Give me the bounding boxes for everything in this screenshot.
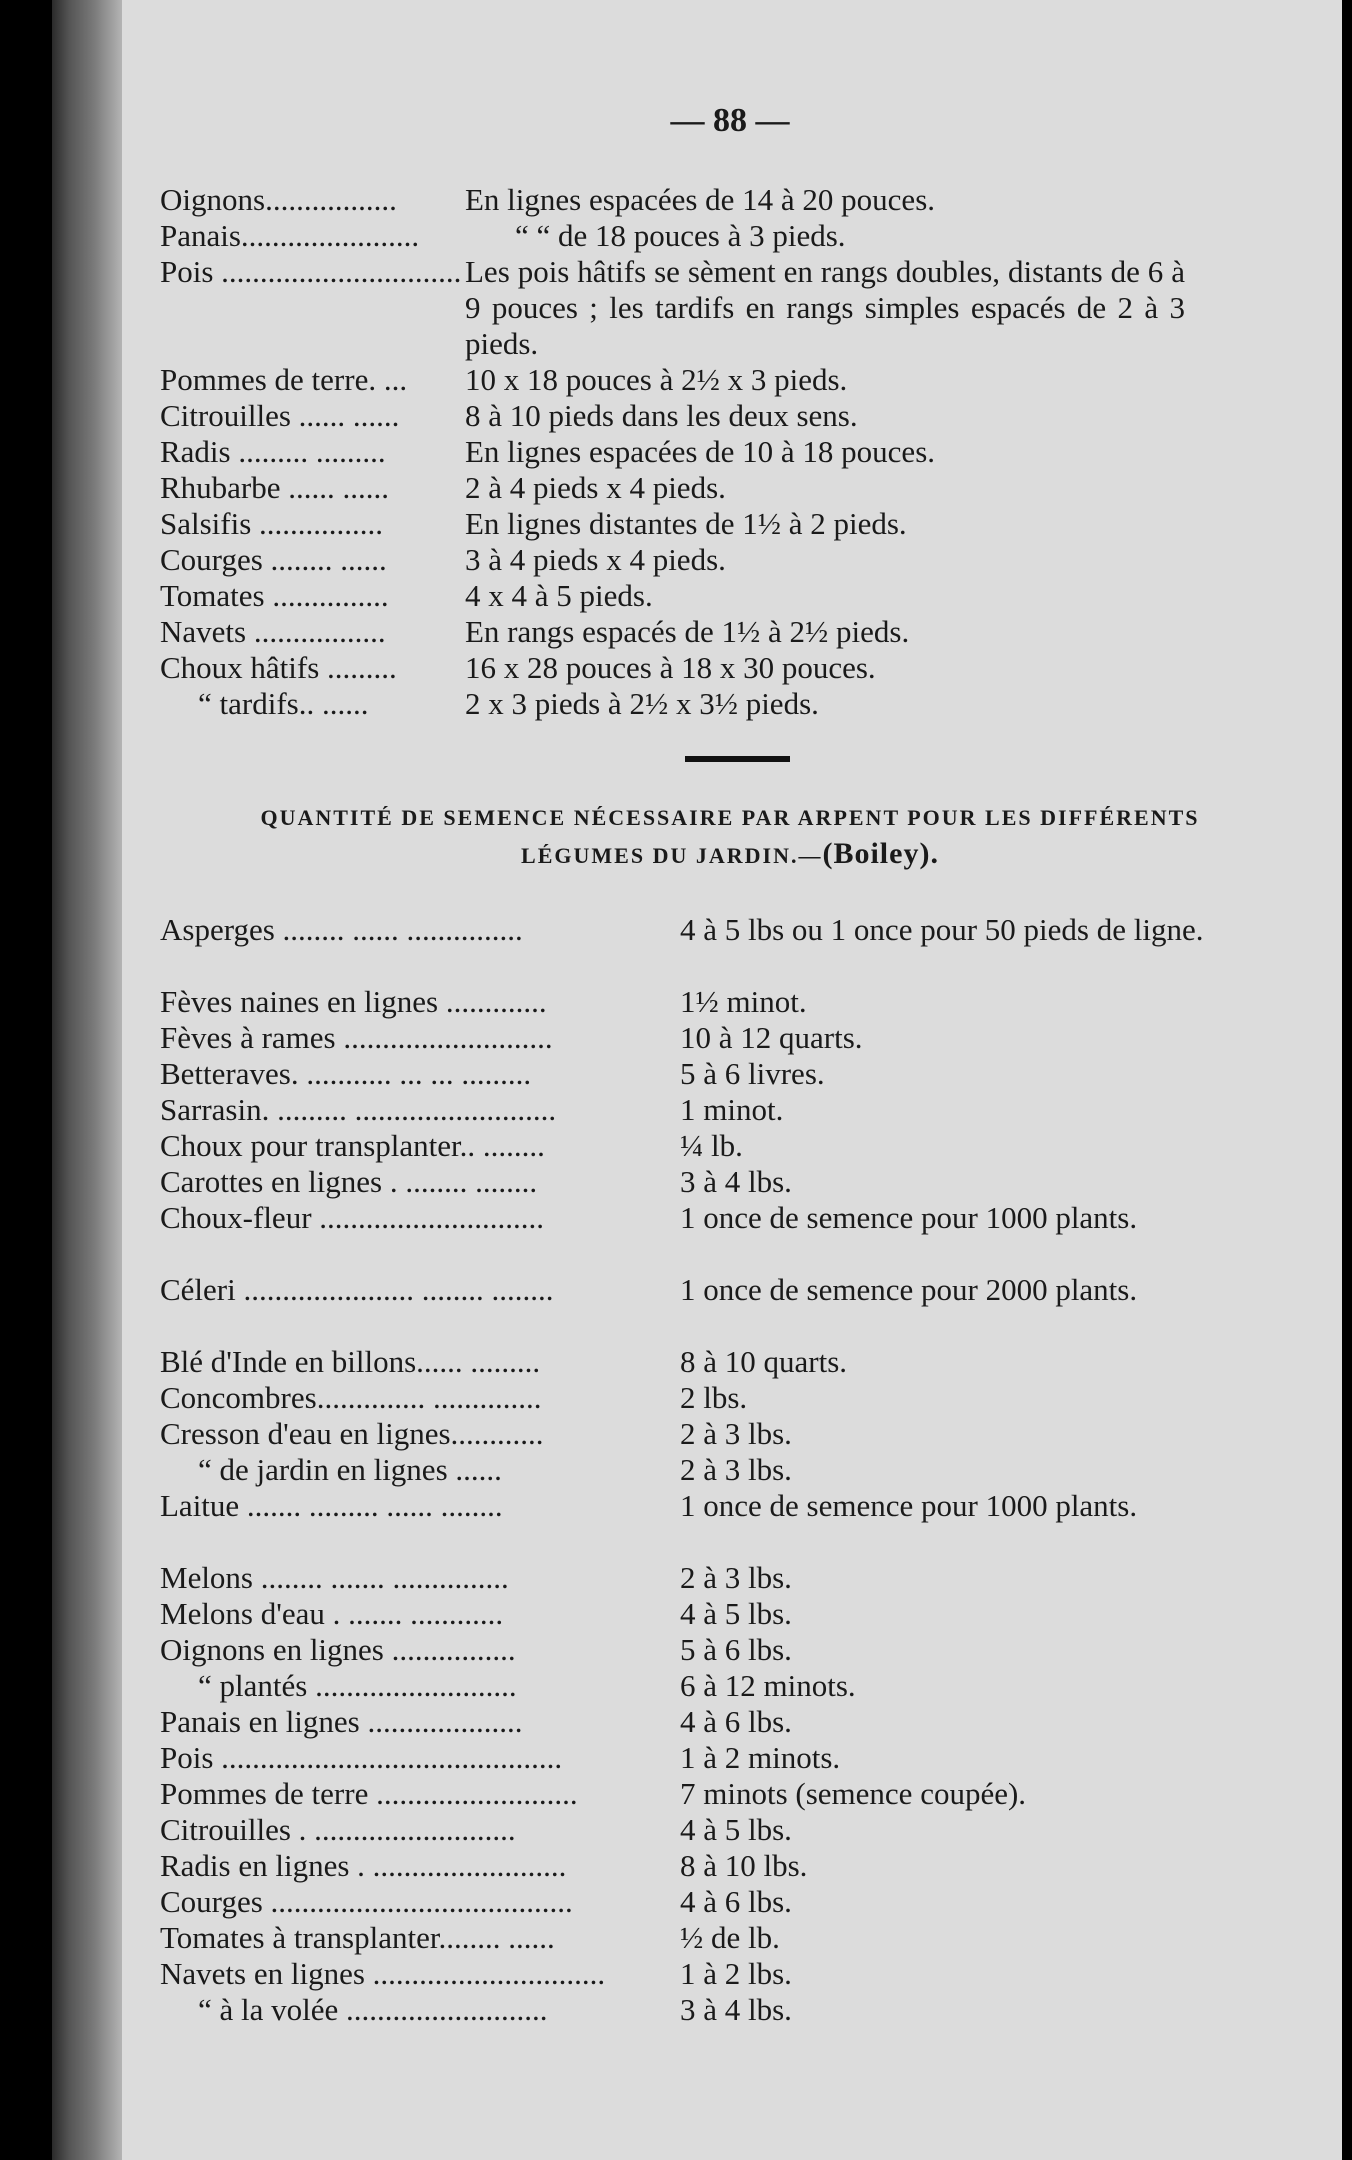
- spacing-label: Radis ......... .........: [160, 434, 386, 469]
- seed-label: Pois ............................................: [160, 1740, 563, 1775]
- page-number: — 88 —: [670, 102, 790, 139]
- spacing-label: Salsifis ................: [160, 506, 384, 541]
- seed-label: Choux pour transplanter.. ........: [160, 1128, 545, 1163]
- seed-label: Melons ........ ....... ...............: [160, 1560, 509, 1595]
- spacing-label: Courges ........ ......: [160, 542, 387, 577]
- spacing-label: Citrouilles ...... ......: [160, 398, 400, 433]
- seed-label: Concombres.............. ..............: [160, 1380, 542, 1415]
- seed-value: ¼ lb.: [680, 1128, 743, 1163]
- seed-value: 1 once de semence pour 1000 plants.: [680, 1200, 1138, 1235]
- seed-value: 1 à 2 lbs.: [680, 1956, 792, 1991]
- seed-value: ½ de lb.: [680, 1920, 780, 1955]
- seed-value: 1½ minot.: [680, 984, 807, 1019]
- spacing-value: 8 à 10 pieds dans les deux sens.: [465, 398, 858, 433]
- seed-value: 4 à 5 lbs.: [680, 1812, 792, 1847]
- section-title-line2: LÉGUMES DU JARDIN.—: [521, 843, 823, 868]
- seed-label: Laitue ....... ......... ...... ........: [160, 1488, 503, 1523]
- section-divider: [685, 756, 790, 762]
- seed-label: Blé d'Inde en billons...... .........: [160, 1344, 541, 1379]
- section-author: (Boiley).: [822, 837, 939, 870]
- seed-label: Courges .......................................: [160, 1884, 573, 1919]
- seed-label: Radis en lignes . .........................: [160, 1848, 567, 1883]
- spacing-label: Panais.......................: [160, 218, 420, 253]
- book-page: [52, 0, 1342, 2160]
- seed-value: 5 à 6 lbs.: [680, 1632, 792, 1667]
- spacing-label: “ tardifs.. ......: [198, 686, 369, 721]
- spacing-value: 2 à 4 pieds x 4 pieds.: [465, 470, 726, 505]
- seed-value: 8 à 10 quarts.: [680, 1344, 848, 1379]
- spacing-value: En lignes espacées de 10 à 18 pouces.: [465, 434, 936, 469]
- seed-value: 6 à 12 minots.: [680, 1668, 856, 1703]
- seed-label: Choux-fleur .............................: [160, 1200, 545, 1235]
- seed-label: “ à la volée ..........................: [198, 1992, 548, 2027]
- seed-label: Carottes en lignes . ........ ........: [160, 1164, 538, 1199]
- seed-label: Betteraves. ........... ... ... .........: [160, 1056, 532, 1091]
- seed-label: Oignons en lignes ................: [160, 1632, 516, 1667]
- seed-value: 4 à 5 lbs ou 1 once pour 50 pieds de ligne.: [680, 912, 1204, 947]
- seed-label: Pommes de terre ..........................: [160, 1776, 578, 1811]
- seed-label: Sarrasin. ......... ..........................: [160, 1092, 557, 1127]
- seed-label: Cresson d'eau en lignes............: [160, 1416, 544, 1451]
- seed-value: 4 à 6 lbs.: [680, 1884, 792, 1919]
- seed-label: Céleri ...................... ........ ........: [160, 1272, 554, 1307]
- seed-label: Asperges ........ ...... ...............: [160, 912, 523, 947]
- spacing-label: Rhubarbe ...... ......: [160, 470, 390, 505]
- seed-value: 2 à 3 lbs.: [680, 1560, 792, 1595]
- spacing-value: 10 x 18 pouces à 2½ x 3 pieds.: [465, 362, 848, 397]
- seed-label: “ de jardin en lignes ......: [198, 1452, 502, 1487]
- seed-label: Citrouilles . ..........................: [160, 1812, 516, 1847]
- seed-value: 5 à 6 livres.: [680, 1056, 825, 1091]
- seed-value: 2 lbs.: [680, 1380, 748, 1415]
- spacing-value: En rangs espacés de 1½ à 2½ pieds.: [465, 614, 910, 649]
- spacing-label: Pois ...............................: [160, 254, 462, 289]
- seed-value: 1 à 2 minots.: [680, 1740, 841, 1775]
- spacing-label: Tomates ...............: [160, 578, 389, 613]
- section-title: [160, 800, 1300, 874]
- seed-label: Tomates à transplanter........ ......: [160, 1920, 555, 1955]
- spacing-label: Pommes de terre. ...: [160, 362, 408, 397]
- seed-value: 4 à 6 lbs.: [680, 1704, 792, 1739]
- seed-label: Panais en lignes ....................: [160, 1704, 523, 1739]
- spacing-label: Navets .................: [160, 614, 386, 649]
- section-title-line1: QUANTITÉ DE SEMENCE NÉCESSAIRE PAR ARPENT POUR LES DIFFÉRENTS: [260, 805, 1200, 830]
- seed-label: “ plantés ..........................: [198, 1668, 517, 1703]
- seed-value: 2 à 3 lbs.: [680, 1452, 792, 1487]
- seed-label: Fèves naines en lignes .............: [160, 984, 547, 1019]
- seed-value: 8 à 10 lbs.: [680, 1848, 808, 1883]
- seed-value: 1 once de semence pour 2000 plants.: [680, 1272, 1138, 1307]
- seed-value: 3 à 4 lbs.: [680, 1992, 792, 2027]
- seed-label: Navets en lignes ..............................: [160, 1956, 606, 1991]
- seed-label: Fèves à rames ...........................: [160, 1020, 553, 1055]
- seed-label: Melons d'eau . ....... ............: [160, 1596, 504, 1631]
- spacing-value: En lignes distantes de 1½ à 2 pieds.: [465, 506, 907, 541]
- spacing-value: 2 x 3 pieds à 2½ x 3½ pieds.: [465, 686, 819, 721]
- spacing-value: “ “ de 18 pouces à 3 pieds.: [515, 218, 846, 253]
- seed-value: 3 à 4 lbs.: [680, 1164, 792, 1199]
- spacing-value: En lignes espacées de 14 à 20 pouces.: [465, 182, 936, 217]
- spacing-value: 4 x 4 à 5 pieds.: [465, 578, 653, 613]
- seed-value: 7 minots (semence coupée).: [680, 1776, 1027, 1811]
- spacing-value: Les pois hâtifs se sèment en rangs doubles, distants de 6 à 9 pouces ; les tardifs en rangs simples espacés de 2 à 3 pieds.: [465, 254, 1185, 361]
- seed-value: 2 à 3 lbs.: [680, 1416, 792, 1451]
- seed-value: 1 minot.: [680, 1092, 784, 1127]
- book-spine: [52, 0, 122, 2160]
- seed-value: 1 once de semence pour 1000 plants.: [680, 1488, 1138, 1523]
- spacing-label: Choux hâtifs .........: [160, 650, 397, 685]
- seed-value: 10 à 12 quarts.: [680, 1020, 863, 1055]
- spacing-value: 3 à 4 pieds x 4 pieds.: [465, 542, 726, 577]
- seed-value: 4 à 5 lbs.: [680, 1596, 792, 1631]
- spacing-value: 16 x 28 pouces à 18 x 30 pouces.: [465, 650, 876, 685]
- spacing-label: Oignons.................: [160, 182, 397, 217]
